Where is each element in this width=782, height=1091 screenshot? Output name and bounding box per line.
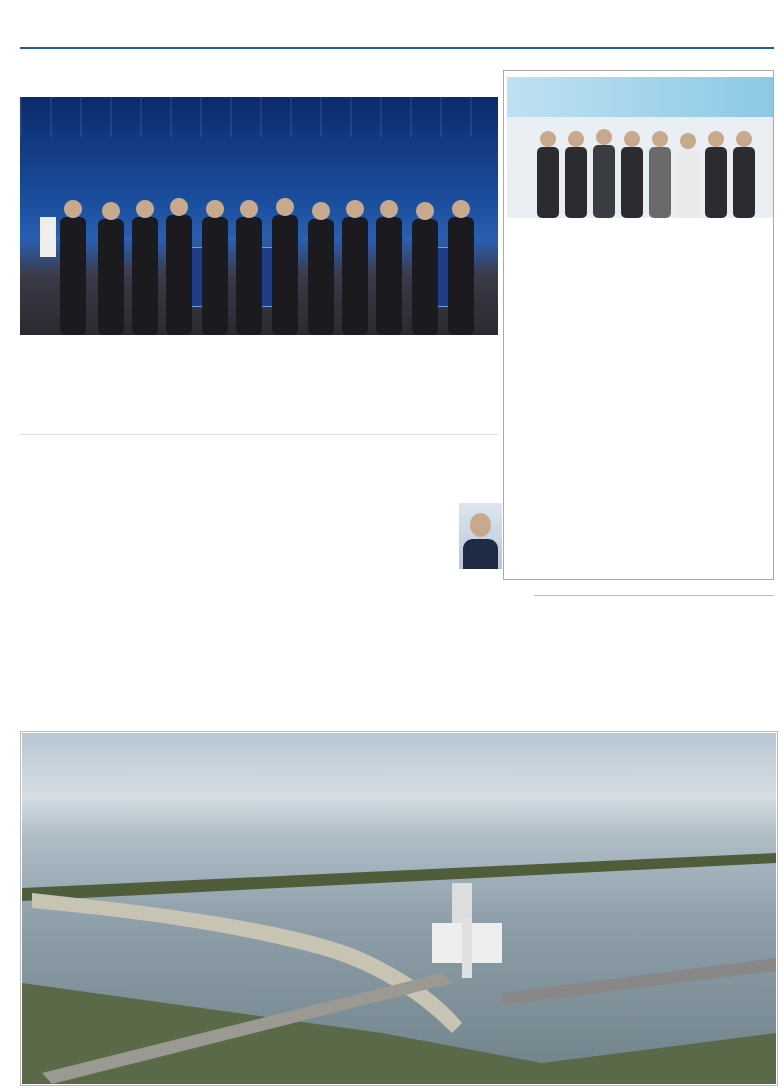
yoo-seungmin-photo — [459, 503, 502, 569]
masthead-rule — [20, 47, 774, 49]
story4-col2 — [655, 598, 770, 722]
people-silhouettes — [20, 197, 498, 335]
story4-rule — [534, 595, 774, 596]
story3-col4-body2 — [400, 588, 500, 722]
portrait-body — [463, 539, 498, 569]
story3-col1 — [20, 466, 136, 722]
ad-frame — [20, 731, 778, 1086]
story3-col2 — [143, 466, 262, 722]
story3-col3 — [270, 466, 389, 722]
stage-lights — [20, 97, 498, 137]
story3-col4-body1 — [400, 505, 452, 585]
olympic-event-photo — [20, 97, 498, 335]
story3-rule — [20, 434, 498, 435]
story2-frame — [503, 70, 774, 580]
portrait-head — [470, 513, 491, 537]
story4-col1 — [534, 598, 646, 722]
